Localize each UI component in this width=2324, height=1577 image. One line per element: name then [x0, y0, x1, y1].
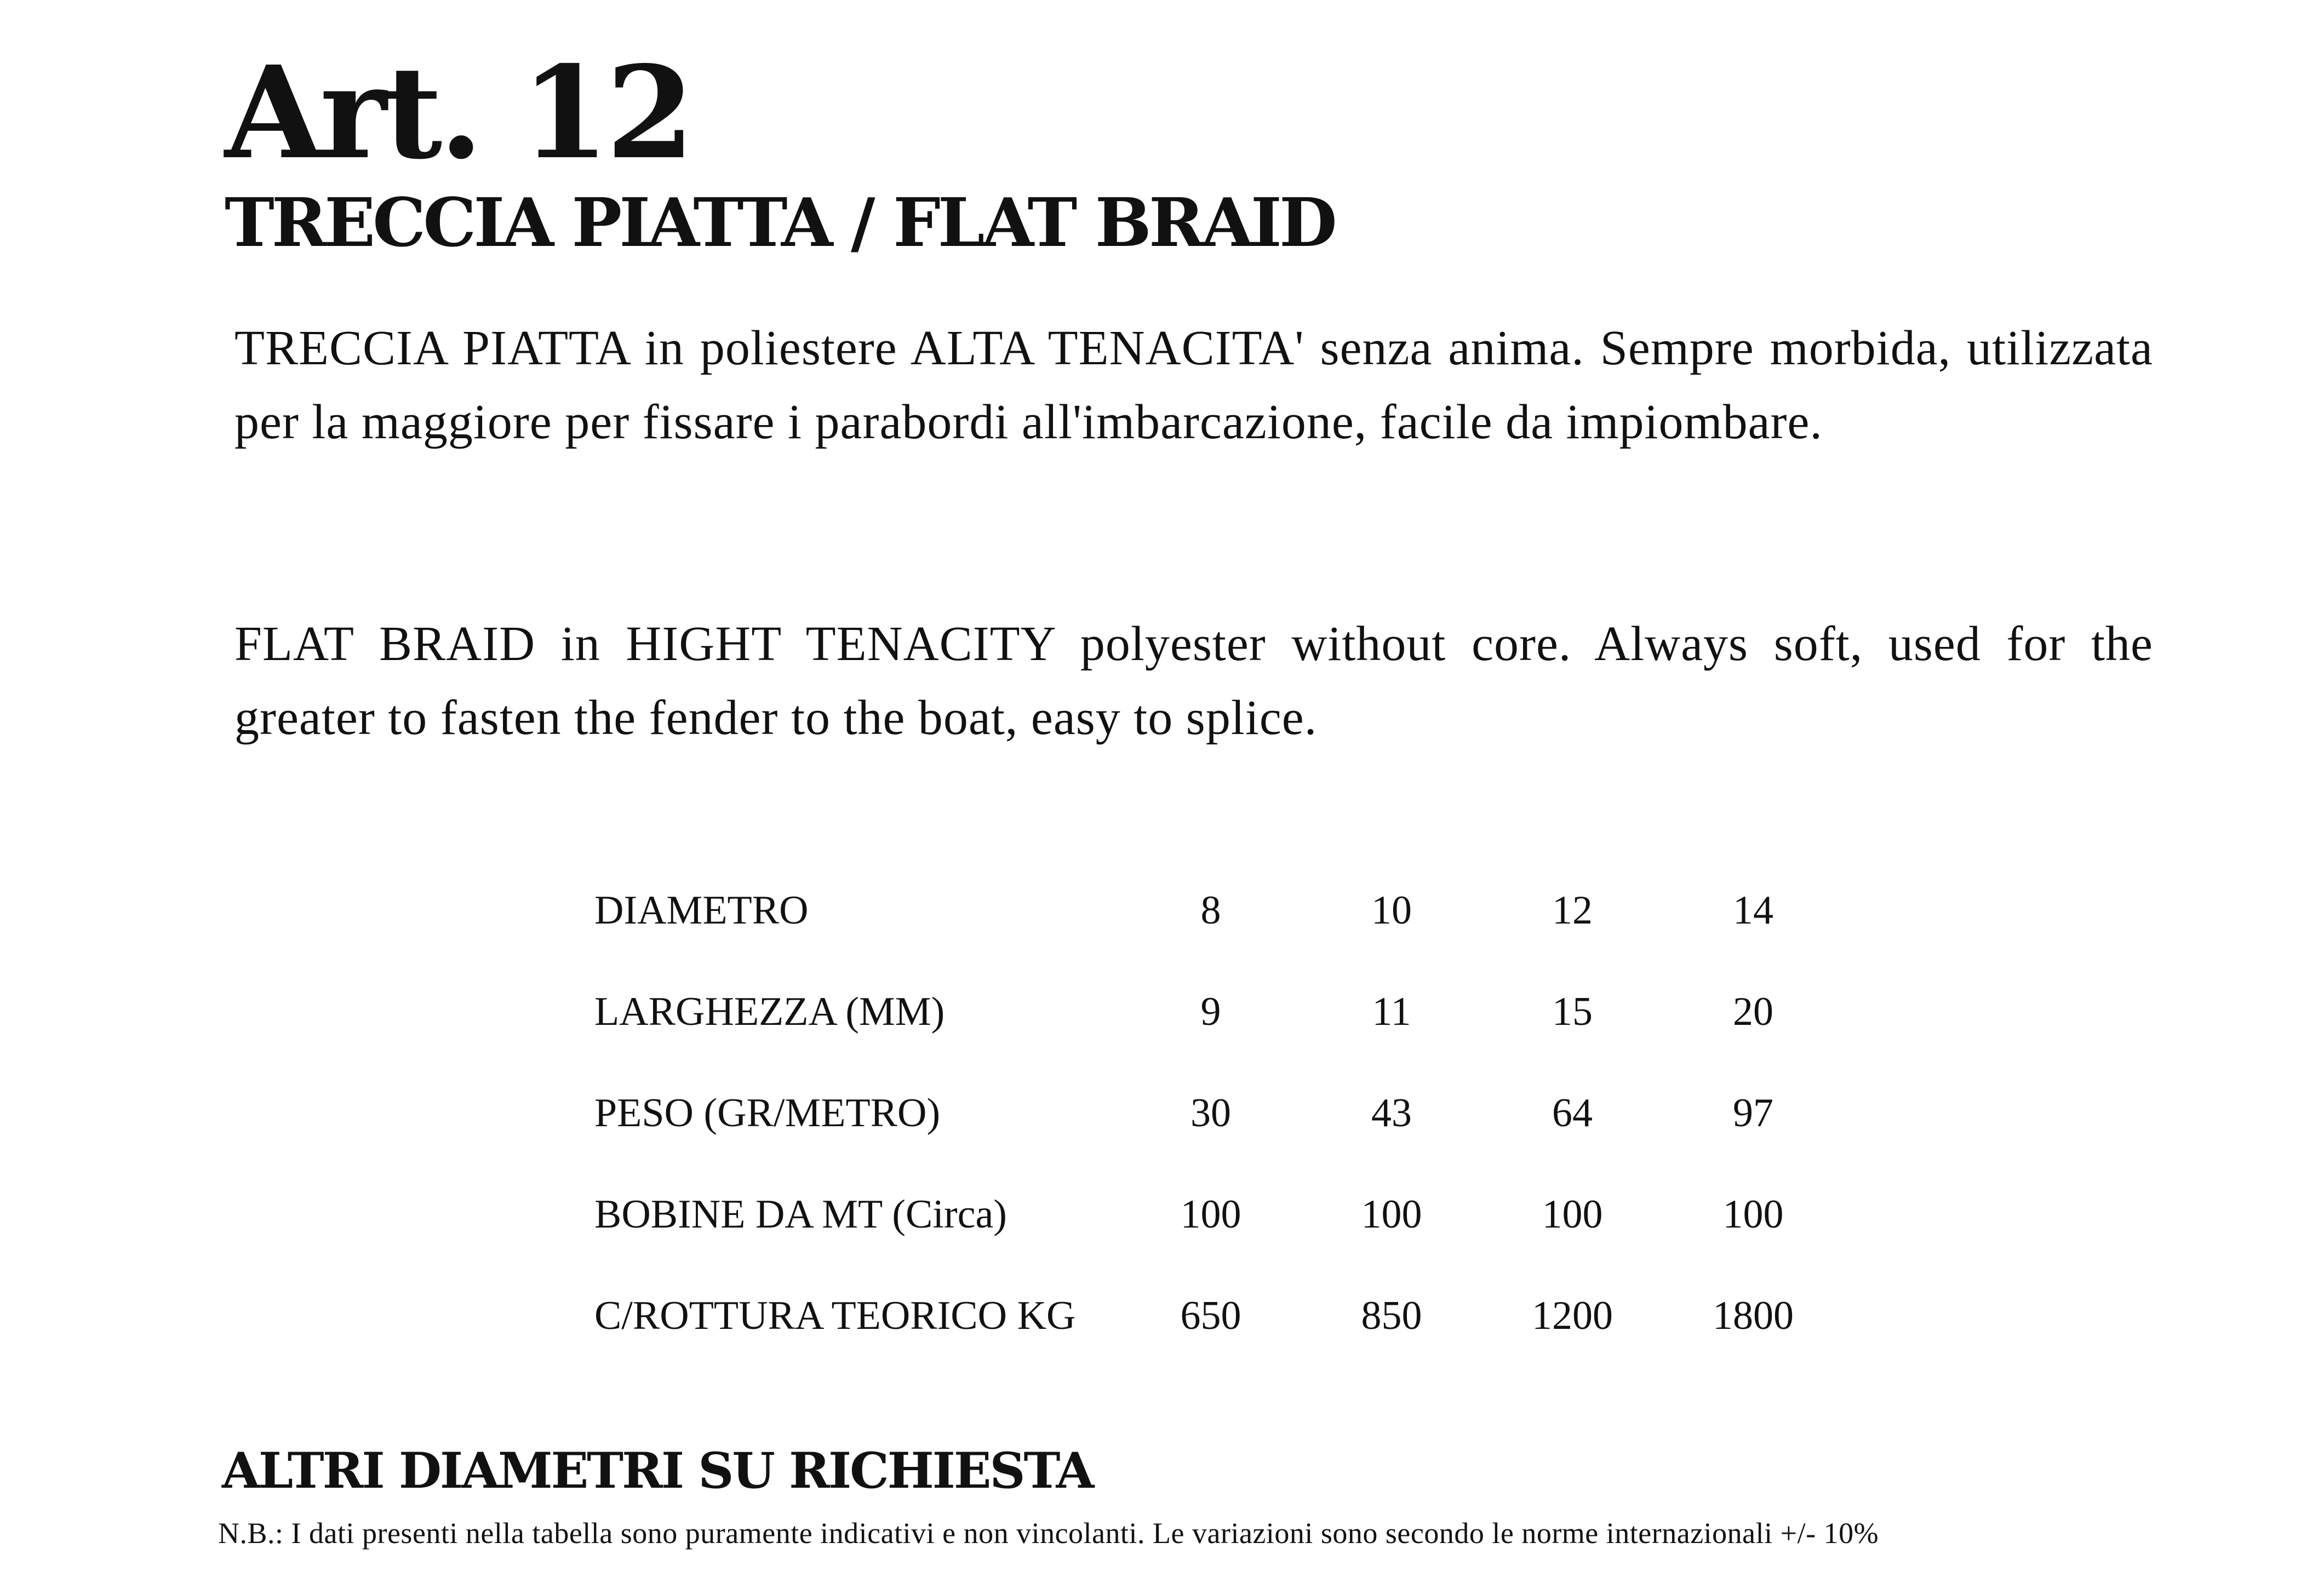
- spec-value: 100: [1180, 1192, 1241, 1237]
- description-italian: TRECCIA PIATTA in poliestere ALTA TENACITA' senza anima. Sempre morbida, utilizzata per la maggiore per fissare i parabordi all'imbarcazione, facile da impiombare.: [234, 321, 2153, 449]
- spec-value: 64: [1552, 1091, 1593, 1136]
- spec-value: 43: [1371, 1091, 1412, 1136]
- spec-value: 100: [1722, 1192, 1784, 1237]
- spec-table: [594, 860, 1844, 1367]
- spec-value: 30: [1190, 1091, 1231, 1136]
- spec-value: 9: [1200, 989, 1221, 1034]
- spec-label: LARGHEZZA (MM): [594, 989, 945, 1034]
- spec-value: 11: [1372, 989, 1411, 1034]
- spec-row-peso: [594, 1063, 1844, 1164]
- spec-label: C/ROTTURA TEORICO KG: [594, 1293, 1076, 1338]
- spec-value: 15: [1552, 989, 1593, 1034]
- spec-row-larghezza: [594, 961, 1844, 1063]
- spec-value: 650: [1180, 1293, 1241, 1338]
- spec-value: 8: [1200, 888, 1221, 933]
- description-english: FLAT BRAID in HIGHT TENACITY polyester without core. Always soft, used for the greater to fasten the fender to the boat, easy to splice.: [234, 617, 2153, 745]
- spec-label: BOBINE DA MT (Circa): [594, 1192, 1007, 1237]
- spec-value: 10: [1371, 888, 1412, 933]
- spec-label: PESO (GR/METRO): [594, 1091, 941, 1136]
- spec-value: 97: [1733, 1091, 1773, 1136]
- spec-value: 1200: [1532, 1293, 1613, 1338]
- product-subtitle: TRECCIA PIATTA / FLAT BRAID: [225, 183, 1335, 262]
- spec-value: 20: [1733, 989, 1773, 1034]
- spec-value: 14: [1733, 888, 1773, 933]
- spec-value: 12: [1552, 888, 1593, 933]
- spec-row-bobine: [594, 1164, 1844, 1265]
- spec-value: 1800: [1713, 1293, 1794, 1338]
- spec-value: 850: [1361, 1293, 1422, 1338]
- disclaimer-note: N.B.: I dati presenti nella tabella sono puramente indicativi e non vincolanti. Le variazioni sono secondo le norme internazionali +/- 10%: [218, 1517, 1879, 1550]
- spec-row-rottura: [594, 1265, 1844, 1367]
- spec-row-diametro: [594, 860, 1844, 961]
- spec-value: 100: [1542, 1192, 1603, 1237]
- spec-label: DIAMETRO: [594, 888, 809, 933]
- footer-title: ALTRI DIAMETRI SU RICHIESTA: [222, 1442, 1093, 1500]
- spec-value: 100: [1361, 1192, 1422, 1237]
- article-title: Art. 12: [225, 38, 691, 187]
